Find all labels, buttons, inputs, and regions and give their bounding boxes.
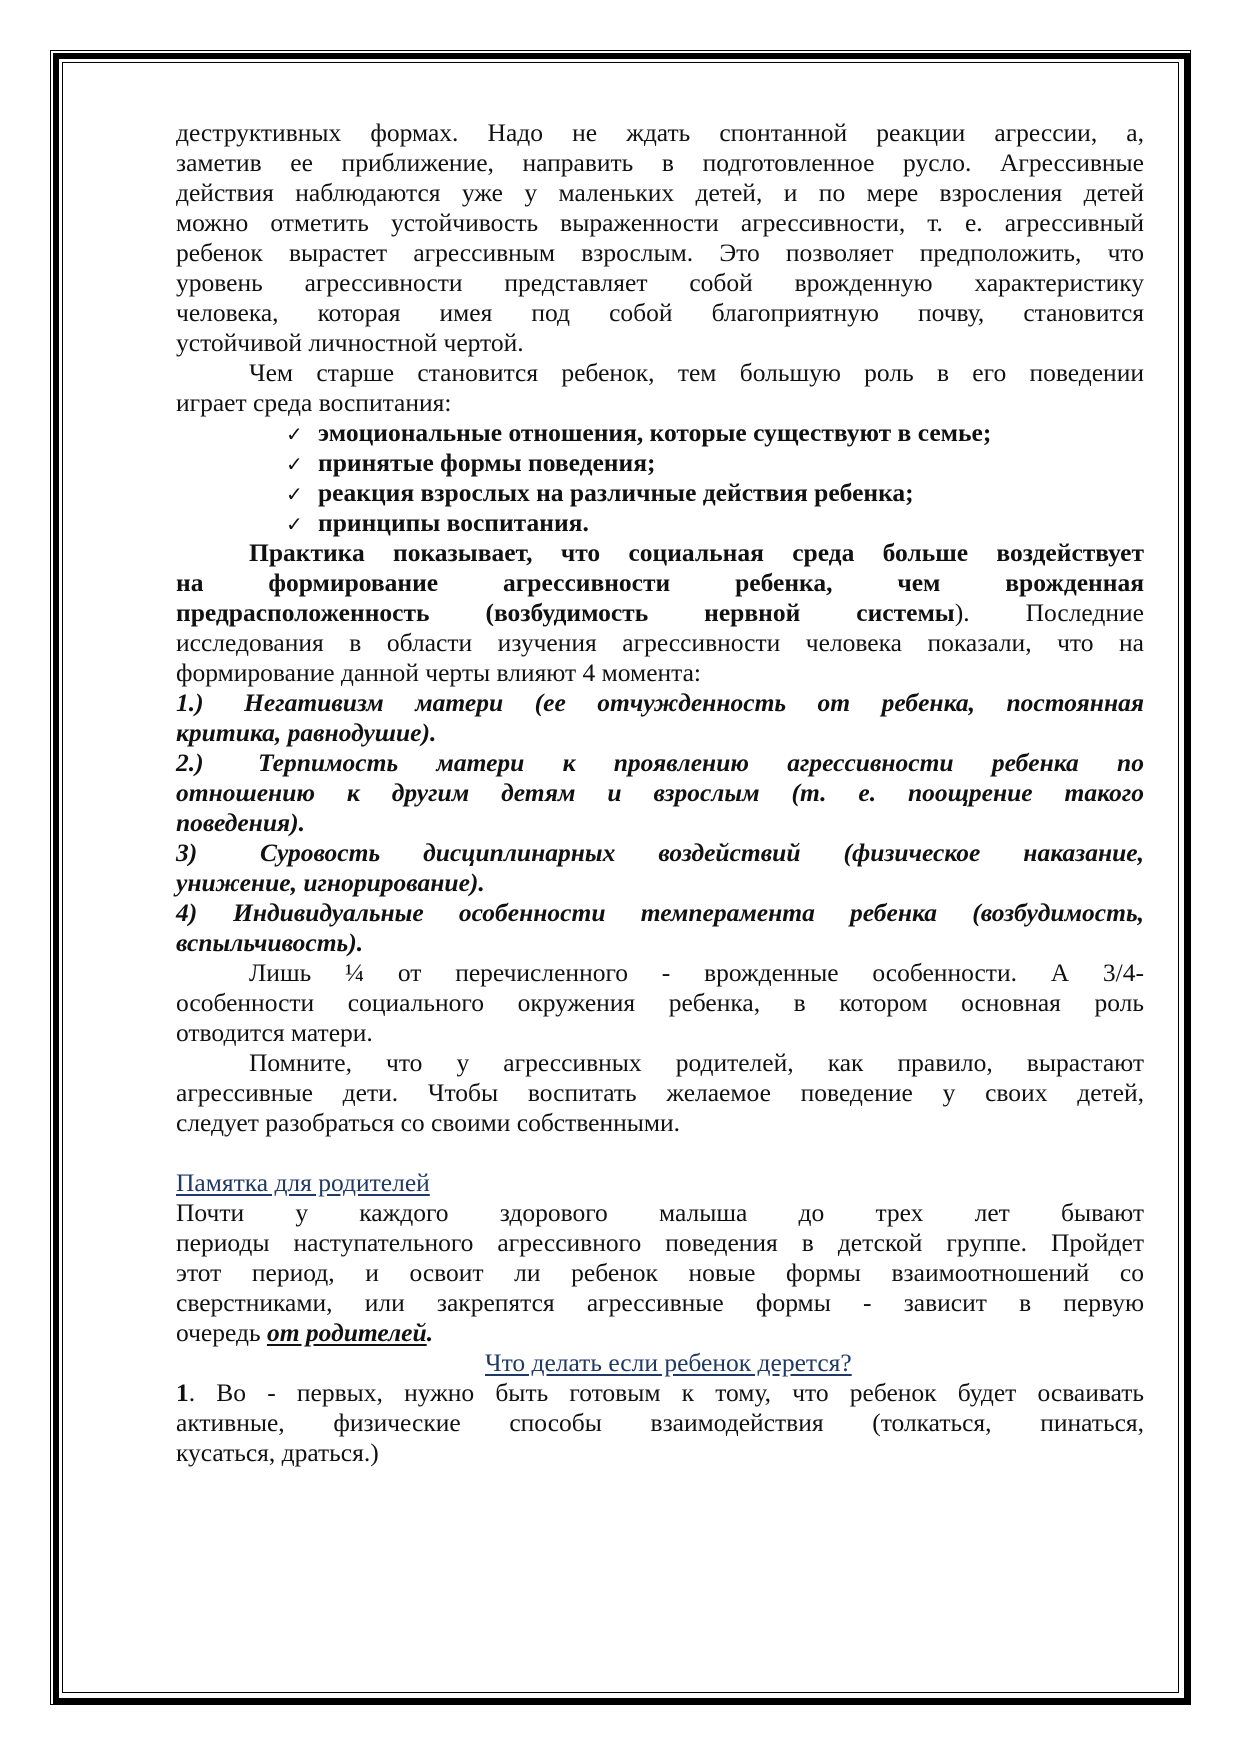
checkmark-icon: ✓ xyxy=(286,512,303,536)
text-line: можно отметить устойчивость выраженности агрессивности, т. е. агрессивный xyxy=(176,208,1144,237)
fighting-section xyxy=(176,1348,1144,1468)
paragraph-upbringing-environment xyxy=(176,358,1144,418)
text-line: Практика показывает, что социальная среда больше воздействует xyxy=(249,538,1144,567)
checklist-item xyxy=(176,448,1144,478)
factor-text: Индивидуальные особенности темперамента ребенка (возбудимость, xyxy=(233,898,1144,927)
text-fragment: ). Последние xyxy=(954,598,1144,627)
text-line: активные, физические способы взаимодействия (толкаться, пинаться, xyxy=(176,1408,1144,1437)
checklist-item xyxy=(176,508,1144,538)
text-line xyxy=(176,1318,1144,1348)
paragraph-innate-share xyxy=(176,958,1144,1048)
text-line xyxy=(176,1378,1144,1408)
fighting-heading-line xyxy=(176,1348,1144,1378)
text-line: особенности социального окружения ребенка, в котором основная роль xyxy=(176,988,1144,1017)
factor-text-line: отношению к другим детям и взрослым (т. е. поощрение такого xyxy=(176,778,1144,807)
checkmark-icon: ✓ xyxy=(286,482,303,506)
environment-checklist xyxy=(176,418,1144,538)
text-line: действия наблюдаются уже у маленьких детей, и по мере взросления детей xyxy=(176,178,1144,207)
text-line: отводится матери. xyxy=(176,1018,373,1047)
text-line: периоды наступательного агрессивного поведения в детской группе. Пройдет xyxy=(176,1228,1144,1257)
factor-number: 4) xyxy=(176,898,198,927)
factor-text-line: поведения). xyxy=(176,808,306,837)
factor-text: Суровость дисциплинарных воздействий (физическое наказание, xyxy=(260,838,1144,867)
text-line: заметив ее приближение, направить в подготовленное русло. Агрессивные xyxy=(176,148,1144,177)
memo-heading-line xyxy=(176,1168,1144,1198)
text-line: человека, которая имея под собой благоприятную почву, становится xyxy=(176,298,1144,327)
text-fragment: . xyxy=(426,1318,434,1347)
factor-number: 2.) xyxy=(176,748,204,777)
factor-text-line: критика, равнодушие). xyxy=(176,718,437,747)
checkmark-icon: ✓ xyxy=(286,452,303,476)
text-line: сверстниками, или закрепятся агрессивные формы - зависит в первую xyxy=(176,1288,1144,1317)
checklist-item xyxy=(176,478,1144,508)
text-line xyxy=(176,598,1144,628)
memo-section xyxy=(176,1168,1144,1348)
text-line: Помните, что у агрессивных родителей, как правило, вырастают xyxy=(249,1048,1144,1077)
text-line: ребенок вырастет агрессивным взрослым. Это позволяет предположить, что xyxy=(176,238,1144,267)
factor-item xyxy=(176,748,1144,778)
factors-list xyxy=(176,688,1144,958)
text-line: устойчивой личностной чертой. xyxy=(176,328,524,357)
text-line: Лишь ¼ от перечисленного - врожденные особенности. А 3/4- xyxy=(249,958,1144,987)
checklist-item xyxy=(176,418,1144,448)
checkmark-icon: ✓ xyxy=(286,422,303,446)
factor-item xyxy=(176,838,1144,868)
paragraph-remember xyxy=(176,1048,1144,1138)
item-number: 1 xyxy=(176,1378,189,1407)
text-line: агрессивные дети. Чтобы воспитать желаемое поведение у своих детей, xyxy=(176,1078,1144,1107)
text-line: кусаться, драться.) xyxy=(176,1438,379,1467)
text-line: уровень агрессивности представляет собой врожденную характеристику xyxy=(176,268,1144,297)
text-line: Почти у каждого здорового малыша до трех лет бывают xyxy=(176,1198,1144,1227)
checklist-item-text: принятые формы поведения; xyxy=(318,448,656,477)
text-line: деструктивных формах. Надо не ждать спонтанной реакции агрессии, а, xyxy=(176,118,1144,147)
factor-number: 3) xyxy=(176,838,198,867)
memo-heading-link[interactable]: Памятка для родителей xyxy=(176,1168,430,1197)
text-line: играет среда воспитания: xyxy=(176,388,452,417)
text-fragment: . Во - первых, нужно быть готовым к тому, что ребенок будет осваивать xyxy=(188,1378,1144,1407)
blank-line xyxy=(176,1138,1144,1168)
factor-text-line: вспыльчивость). xyxy=(176,928,364,957)
paragraph-innate-aggression xyxy=(176,118,1144,358)
text-line: формирование данной черты влияют 4 момента: xyxy=(176,658,702,687)
emphasis-text: от родителей xyxy=(266,1318,427,1347)
factor-item xyxy=(176,688,1144,718)
text-fragment: очередь xyxy=(176,1318,267,1347)
text-line: исследования в области изучения агрессивности человека показали, что на xyxy=(176,628,1144,657)
text-line: следует разобраться со своими собственными. xyxy=(176,1108,681,1137)
bold-text: предрасположенность (возбудимость нервной системы xyxy=(176,598,955,627)
paragraph-social-environment xyxy=(176,538,1144,688)
factor-text-line: унижение, игнорирование). xyxy=(176,868,485,897)
checklist-item-text: реакция взрослых на различные действия ребенка; xyxy=(318,478,914,507)
factor-number: 1.) xyxy=(176,688,204,717)
factor-item xyxy=(176,898,1144,928)
text-line: на формирование агрессивности ребенка, чем врожденная xyxy=(176,568,1144,597)
factor-text: Терпимость матери к проявлению агрессивности ребенка по xyxy=(258,748,1144,777)
document-body xyxy=(176,118,1144,1468)
checklist-item-text: эмоциональные отношения, которые существуют в семье; xyxy=(318,418,992,447)
text-line: этот период, и освоит ли ребенок новые формы взаимоотношений со xyxy=(176,1258,1144,1287)
checklist-item-text: принципы воспитания. xyxy=(318,508,589,537)
fighting-heading-link[interactable]: Что делать если ребенок дерется? xyxy=(485,1348,852,1377)
text-line: Чем старше становится ребенок, тем большую роль в его поведении xyxy=(249,358,1144,387)
factor-text: Негативизм матери (ее отчужденность от ребенка, постоянная xyxy=(244,688,1144,717)
